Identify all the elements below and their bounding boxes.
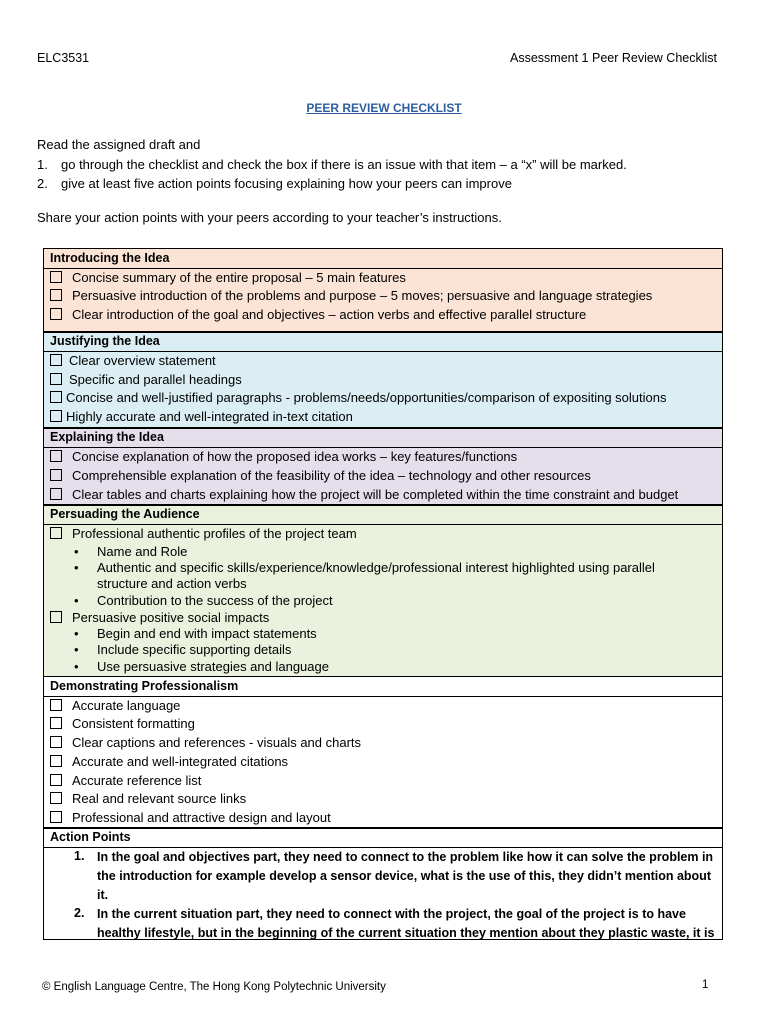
- section-heading: Demonstrating Professionalism: [50, 679, 239, 693]
- checkbox[interactable]: [50, 308, 62, 320]
- item-label: Accurate reference list: [72, 773, 202, 788]
- checklist-item[interactable]: [50, 353, 216, 368]
- step-text: give at least five action points focusing explaining how your peers can improve: [61, 176, 512, 191]
- checklist-item[interactable]: [50, 716, 195, 731]
- checklist-item[interactable]: [50, 390, 667, 405]
- checkbox[interactable]: [50, 527, 62, 539]
- section-professionalism: [44, 677, 722, 827]
- checklist-table: [43, 248, 723, 940]
- section-explaining: [44, 429, 722, 504]
- section-introducing: [44, 249, 722, 331]
- item-label: Concise explanation of how the proposed idea works – key features/functions: [72, 449, 518, 464]
- checkbox[interactable]: [50, 289, 62, 301]
- checkbox[interactable]: [50, 774, 62, 786]
- bullet-icon: •: [74, 544, 79, 559]
- item-label: Persuasive positive social impacts: [72, 610, 270, 625]
- intro-step: [37, 174, 737, 194]
- checkbox[interactable]: [50, 450, 62, 462]
- action-point-number: 1.: [74, 849, 85, 863]
- item-label: Accurate language: [72, 698, 181, 713]
- footer-copyright: © English Language Centre, The Hong Kong Polytechnic University: [42, 981, 386, 993]
- checklist-item[interactable]: [50, 307, 586, 322]
- item-label: Clear overview statement: [69, 353, 216, 368]
- bullet-icon: •: [74, 659, 79, 674]
- intro-lead: Read the assigned draft and: [37, 137, 201, 152]
- section-heading: Introducing the Idea: [50, 251, 170, 265]
- section-action-points: [44, 829, 722, 940]
- bullet-icon: •: [74, 642, 79, 657]
- bullet-icon: •: [74, 593, 79, 608]
- checklist-item[interactable]: [50, 487, 678, 502]
- checklist-item[interactable]: [50, 735, 361, 750]
- section-persuading: Persuading the Audience Professional authentic profiles of the project team • Name and Role • Authentic and specific skills/experience/knowledge/professional interest highlighted using parallel structure and action verbs • Contribution to the success of the project Persuasive positive social impacts • Begin and end with impact statements • Include specific supporting details • Use persuasive strategies and language: [44, 506, 722, 676]
- header-course-code: ELC3531: [37, 51, 90, 65]
- item-label: Highly accurate and well-integrated in-text citation: [66, 409, 353, 424]
- checklist-item[interactable]: [50, 773, 201, 788]
- action-point-number: 2.: [74, 906, 85, 920]
- item-label: Consistent formatting: [72, 716, 195, 731]
- item-label: Comprehensible explanation of the feasibility of the idea – technology and other resources: [72, 468, 591, 483]
- page-number: 1: [702, 979, 709, 991]
- item-label: Concise summary of the entire proposal – 5 main features: [72, 270, 406, 285]
- checkbox[interactable]: [50, 354, 62, 366]
- checklist-item[interactable]: [50, 810, 331, 825]
- bullet-icon: •: [74, 626, 79, 641]
- checklist-item[interactable]: [50, 372, 242, 387]
- section-heading: Persuading the Audience: [50, 507, 200, 521]
- checkbox[interactable]: [50, 469, 62, 481]
- item-label: Persuasive introduction of the problems and purpose – 5 moves; persuasive and language strategies: [72, 288, 653, 303]
- section-heading: Explaining the Idea: [50, 430, 164, 444]
- item-label: Accurate and well-integrated citations: [72, 754, 289, 769]
- checklist-item[interactable]: [50, 270, 406, 285]
- item-label: Concise and well-justified paragraphs - problems/needs/opportunities/comparison of expositing solutions: [66, 390, 667, 405]
- section-heading: Action Points: [50, 830, 131, 844]
- action-point: In the current situation part, they need to connect with the project, the goal of the project is to have healthy lifestyle, but in the beginning of the current situation they mention about they plastic waste, it is: [97, 907, 715, 940]
- header-doc-title: Assessment 1 Peer Review Checklist: [510, 51, 718, 65]
- checkbox[interactable]: [50, 410, 62, 422]
- item-label: Specific and parallel headings: [69, 372, 242, 387]
- checklist-item[interactable]: [50, 791, 246, 806]
- share-instruction: Share your action points with your peers according to your teacher’s instructions.: [37, 210, 502, 225]
- step-text: go through the checklist and check the box if there is an issue with that item – a “x” will be marked.: [61, 156, 627, 172]
- checklist-item[interactable]: [50, 526, 357, 541]
- checkbox[interactable]: [50, 811, 62, 823]
- checkbox[interactable]: [50, 271, 62, 283]
- checkbox[interactable]: [50, 611, 62, 623]
- checkbox[interactable]: [50, 792, 62, 804]
- section-heading: Justifying the Idea: [50, 334, 160, 348]
- checklist-item[interactable]: [50, 468, 591, 483]
- item-label: Real and relevant source links: [72, 791, 247, 806]
- step-number: 2.: [37, 176, 48, 191]
- checklist-item[interactable]: [50, 409, 353, 424]
- checkbox[interactable]: [50, 736, 62, 748]
- checkbox[interactable]: [50, 699, 62, 711]
- checkbox[interactable]: [50, 755, 62, 767]
- item-label: Clear tables and charts explaining how the project will be completed within the time constraint and budget: [72, 487, 679, 502]
- step-number: 1.: [37, 156, 48, 172]
- item-label: Clear introduction of the goal and objectives – action verbs and effective parallel structure: [72, 307, 587, 322]
- intro-step: [37, 155, 737, 175]
- section-justifying: [44, 333, 722, 427]
- checkbox[interactable]: [50, 373, 62, 385]
- bullet-icon: •: [74, 560, 79, 575]
- checkbox[interactable]: [50, 488, 62, 500]
- checkbox[interactable]: [50, 391, 62, 403]
- page-title: PEER REVIEW CHECKLIST: [306, 101, 462, 115]
- checkbox[interactable]: [50, 717, 62, 729]
- instructions: [37, 135, 737, 194]
- item-label: Clear captions and references - visuals and charts: [72, 735, 362, 750]
- checklist-item[interactable]: [50, 610, 269, 625]
- checklist-item[interactable]: [50, 698, 180, 713]
- checklist-item[interactable]: [50, 754, 288, 769]
- action-point: In the goal and objectives part, they need to connect to the problem like how it can solve the problem in the introduction for example develop a sensor device, what is the use of this, they didn’t mention about it.: [97, 850, 714, 902]
- checklist-item[interactable]: [50, 288, 652, 303]
- checklist-item[interactable]: [50, 449, 517, 464]
- item-label: Professional authentic profiles of the project team: [72, 526, 357, 541]
- item-label: Professional and attractive design and layout: [72, 810, 331, 825]
